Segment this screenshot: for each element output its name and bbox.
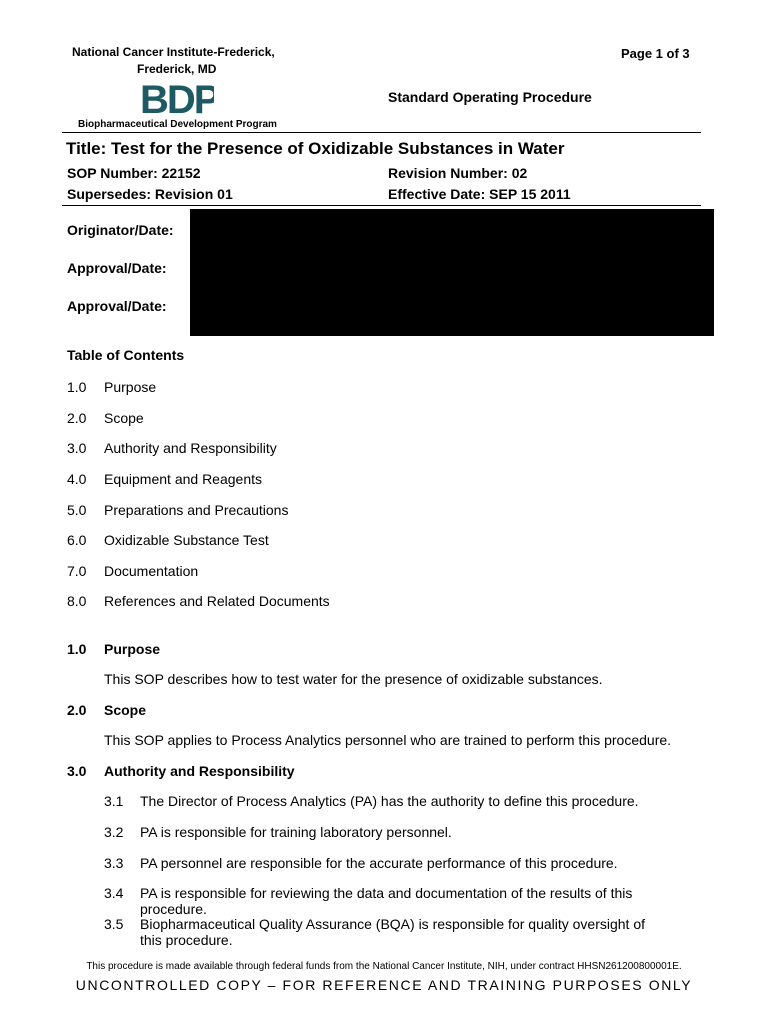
page-number: Page 1 of 3 (621, 46, 690, 61)
approval-label-2: Approval/Date: (67, 298, 167, 314)
toc-item-number: 6.0 (67, 532, 87, 548)
subsection-text: PA is responsible for reviewing the data and documentation of the results of this procedure. (140, 885, 633, 917)
effective-date: Effective Date: SEP 15 2011 (388, 186, 571, 202)
toc-heading: Table of Contents (67, 347, 185, 363)
toc-item-number: 1.0 (67, 379, 87, 395)
org-location: Frederick, MD (137, 62, 217, 76)
toc-item-text: Equipment and Reagents (104, 471, 262, 487)
section-number: 3.0 (67, 763, 87, 779)
subsection-number: 3.5 (104, 916, 124, 932)
revision-number: Revision Number: 02 (388, 165, 528, 181)
scope-text: This SOP applies to Process Analytics personnel who are trained to perform this procedure. (104, 732, 672, 748)
sop-number: SOP Number: 22152 (67, 165, 201, 181)
section-heading-authority: Authority and Responsibility (104, 763, 295, 779)
toc-item-text: Purpose (104, 379, 157, 395)
subsection-number: 3.3 (104, 855, 124, 871)
section-number: 1.0 (67, 641, 87, 657)
toc-item-number: 2.0 (67, 410, 87, 426)
section-heading-purpose: Purpose (104, 641, 161, 657)
bdp-logo-mark (140, 80, 214, 118)
toc-item-text: Scope (104, 410, 144, 426)
svg-text:BDP: BDP (140, 80, 214, 118)
uncontrolled-copy-notice: UNCONTROLLED COPY – FOR REFERENCE AND TRAINING PURPOSES ONLY (75, 977, 693, 993)
subsection-text: PA personnel are responsible for the accurate performance of this procedure. (140, 855, 618, 871)
section-heading-scope: Scope (104, 702, 147, 718)
toc-item-number: 3.0 (67, 440, 87, 456)
toc-item-text: Authority and Responsibility (104, 440, 277, 456)
subsection-number: 3.1 (104, 793, 124, 809)
approval-label-1: Approval/Date: (67, 260, 167, 276)
program-name: Biopharmaceutical Development Program (78, 119, 277, 130)
page-title: Title: Test for the Presence of Oxidizable Substances in Water (66, 139, 565, 158)
toc-item-number: 4.0 (67, 471, 87, 487)
toc-item-text: Preparations and Precautions (104, 502, 289, 518)
supersedes: Supersedes: Revision 01 (67, 186, 233, 202)
toc-item-text: Documentation (104, 563, 199, 579)
toc-item-number: 8.0 (67, 593, 87, 609)
subsection-text: Biopharmaceutical Quality Assurance (BQA) is responsible for quality oversight of this procedure. (140, 916, 646, 948)
toc-item-text: References and Related Documents (104, 593, 330, 609)
section-number: 2.0 (67, 702, 87, 718)
toc-item-number: 5.0 (67, 502, 87, 518)
toc-item-text: Oxidizable Substance Test (104, 532, 269, 548)
subsection-number: 3.2 (104, 824, 124, 840)
toc-item-number: 7.0 (67, 563, 87, 579)
org-name: National Cancer Institute-Frederick, (72, 45, 275, 59)
originator-label: Originator/Date: (67, 222, 174, 238)
redacted-signature-block (190, 209, 714, 336)
funding-notice: This procedure is made available through federal funds from the National Cancer Institute, NIH, under contract HHSN261200800001E. (86, 961, 682, 972)
subsection-number: 3.4 (104, 885, 124, 901)
subsection-text: The Director of Process Analytics (PA) has the authority to define this procedure. (140, 793, 639, 809)
document-type: Standard Operating Procedure (388, 89, 592, 105)
subsection-text: PA is responsible for training laboratory personnel. (140, 824, 452, 840)
purpose-text: This SOP describes how to test water for the presence of oxidizable substances. (104, 671, 603, 687)
meta-divider (62, 205, 701, 206)
header-divider (62, 132, 701, 133)
bdp-logo (140, 80, 214, 123)
